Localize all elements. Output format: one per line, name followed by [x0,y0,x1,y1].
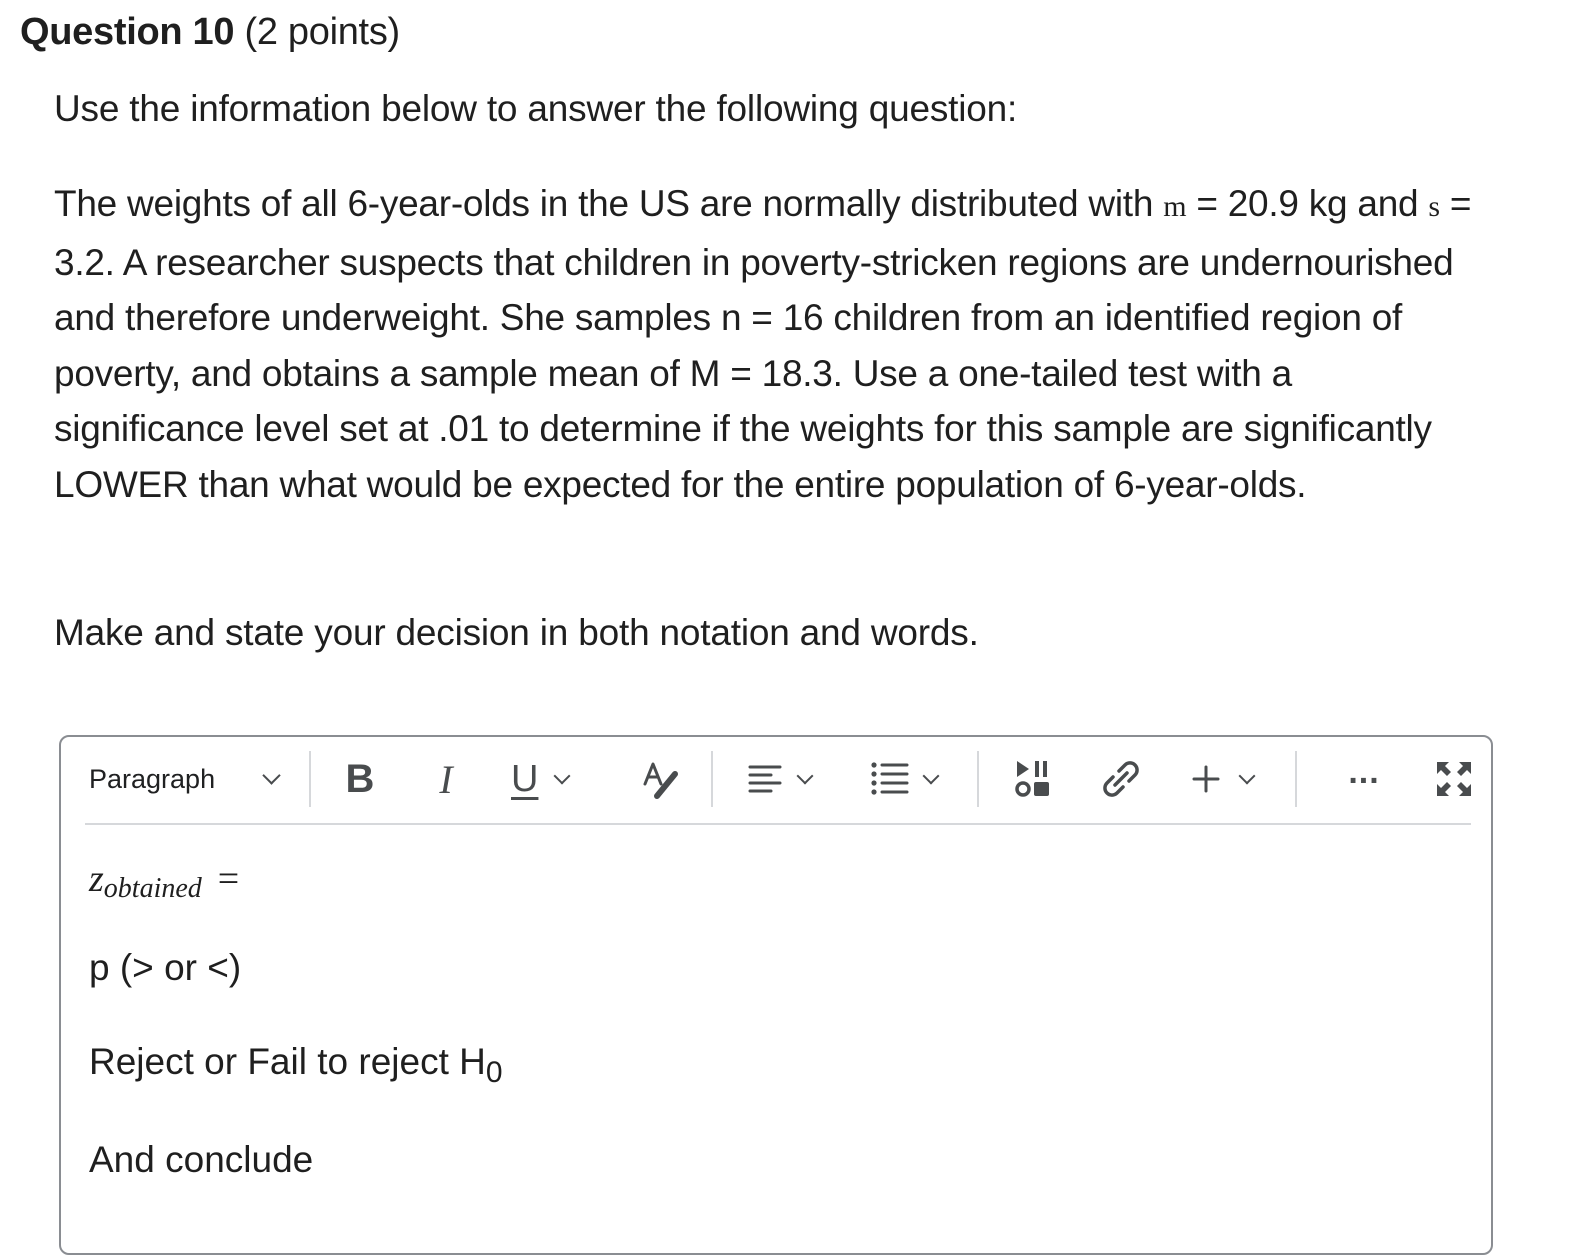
question-intro: Use the information below to answer the following question: [54,88,1018,129]
expand-icon [1435,760,1473,798]
body-part-1: The weights of all 6-year-olds in the US are normally distributed with [54,183,1164,224]
question-points: (2 points) [244,11,400,53]
fullscreen-button[interactable] [1429,749,1479,809]
underline-icon: U [511,757,539,800]
equals-sign: = [217,858,240,900]
bold-button[interactable] [335,749,385,809]
reject-text: Reject or Fail to reject H [89,1041,486,1082]
italic-icon: I [439,756,453,802]
bold-icon: B [345,756,375,801]
h0-subscript: 0 [485,1056,503,1089]
media-icon [1011,757,1055,801]
list-dropdown[interactable] [869,749,969,809]
bulleted-list-icon [869,758,911,800]
align-icon [745,759,785,799]
p-value-line: p (> or <) [89,947,242,988]
text-color-button[interactable] [635,749,685,809]
mu-symbol: m [1163,190,1187,223]
rich-text-editor[interactable] [59,735,1493,1255]
plus-icon [1191,764,1221,794]
italic-button[interactable] [421,749,471,809]
chevron-down-icon [923,768,940,785]
more-options-button[interactable] [1339,749,1389,809]
question-body [54,176,1474,513]
ellipsis-icon: ... [1348,752,1380,791]
toolbar-divider [309,751,311,807]
question-header [20,8,400,56]
editor-toolbar [85,737,1471,825]
toolbar-divider [977,751,979,807]
chevron-down-icon [797,768,814,785]
text-color-icon [639,758,681,800]
insert-media-button[interactable] [1005,749,1061,809]
decision-instruction: Make and state your decision in both notation and words. [54,612,979,653]
chevron-down-icon [554,768,571,785]
z-variable: z [89,858,104,900]
reject-line [89,1041,503,1089]
z-subscript: obtained [103,873,202,904]
conclude-line: And conclude [89,1139,314,1180]
toolbar-divider [711,751,713,807]
body-part-3: = 3.2. A researcher suspects that children in poverty-stricken regions are undernourished and therefore underweight. She samples n = 16 children from an identified region of poverty, and obtains a sample mean of M = 18.3. Use a one-tailed test with a significance level set at .01 to determine if the weights for this sample are significantly LOWER than what would be expected for the entire population of 6-year-olds. [54,183,1472,505]
question-number: Question 10 [20,11,235,53]
insert-link-button[interactable] [1093,749,1149,809]
insert-more-dropdown[interactable] [1191,749,1271,809]
chevron-down-icon [1239,768,1256,785]
link-icon [1099,757,1143,801]
body-part-2: = 20.9 kg and [1186,183,1429,224]
z-obtained-line [89,857,240,904]
paragraph-format-label: Paragraph [89,763,216,794]
paragraph-format-dropdown[interactable] [89,749,299,809]
align-dropdown[interactable] [745,749,835,809]
chevron-down-icon [262,766,280,784]
underline-dropdown[interactable] [511,749,601,809]
sigma-symbol: s [1428,190,1440,223]
toolbar-divider [1295,751,1297,807]
